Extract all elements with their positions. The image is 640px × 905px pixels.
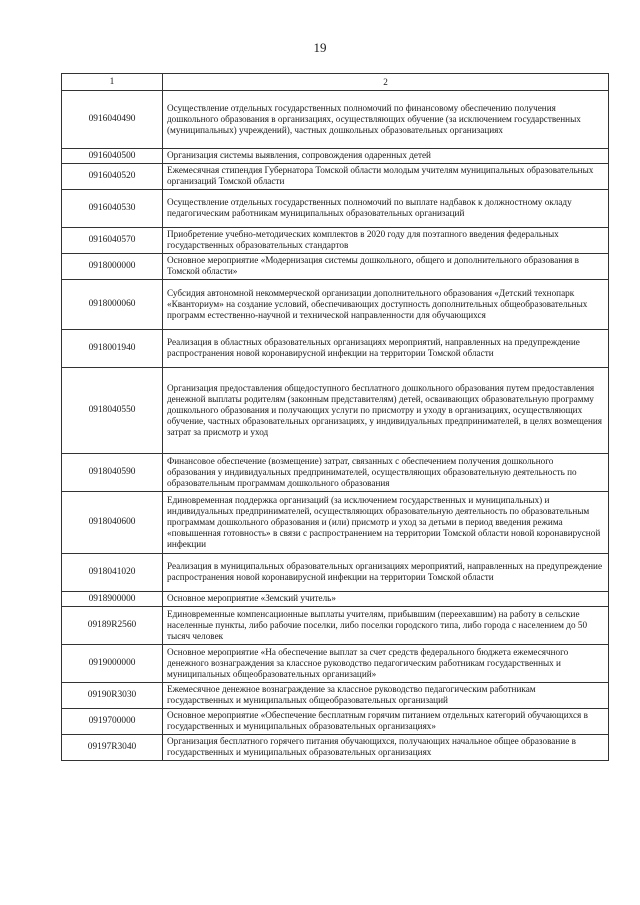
table-row <box>62 735 609 761</box>
row-code: 0918000060 <box>62 280 163 330</box>
page-number: 19 <box>313 40 327 55</box>
row-description: Единовременные компенсационные выплаты учителям, прибывшим (переехавшим) на работу в сельские населенные пункты, либо рабочие поселки, либо поселки городского типа, либо города с населением до 50 тысяч человек <box>163 607 609 645</box>
row-code: 0918040600 <box>62 492 163 554</box>
row-code: 0916040500 <box>62 149 163 164</box>
row-description: Приобретение учебно-методических комплектов в 2020 году для поэтапного введения федеральных государственных образовательных стандартов <box>163 228 609 254</box>
table-row <box>62 492 609 554</box>
table-row <box>62 554 609 592</box>
row-code: 0918001940 <box>62 330 163 368</box>
table-row <box>62 645 609 683</box>
row-description: Основное мероприятие «Обеспечение бесплатным горячим питанием отдельных категорий обучающихся в государственных и муниципальных образовательных организациях» <box>163 709 609 735</box>
table-row <box>62 454 609 492</box>
row-code: 0918041020 <box>62 554 163 592</box>
table-row <box>62 190 609 228</box>
row-description: Осуществление отдельных государственных полномочий по выплате надбавок к должностному окладу педагогическим работникам муниципальных образовательных организаций <box>163 190 609 228</box>
row-code: 0919000000 <box>62 645 163 683</box>
row-code: 09197R3040 <box>62 735 163 761</box>
row-code: 0916040490 <box>62 91 163 149</box>
column-header-description: 2 <box>163 74 609 91</box>
row-code: 0918000000 <box>62 254 163 280</box>
row-code: 0918040550 <box>62 368 163 454</box>
table-row <box>62 683 609 709</box>
row-code: 0918040590 <box>62 454 163 492</box>
table-row <box>62 607 609 645</box>
column-header-code: 1 <box>62 74 163 91</box>
row-code: 0916040520 <box>62 164 163 190</box>
table-row <box>62 254 609 280</box>
table-row <box>62 592 609 607</box>
row-code: 0916040530 <box>62 190 163 228</box>
row-description: Ежемесячное денежное вознаграждение за классное руководство педагогическим работникам государственных и муниципальных общеобразовательных организаций <box>163 683 609 709</box>
row-code: 0918900000 <box>62 592 163 607</box>
row-description: Основное мероприятие «Модернизация системы дошкольного, общего и дополнительного образования в Томской области» <box>163 254 609 280</box>
table-row <box>62 149 609 164</box>
row-description: Основное мероприятие «На обеспечение выплат за счет средств федерального бюджета ежемесячного денежного вознаграждения за классное руководство педагогическим работникам государственных и муниципальных общеобразовательных организаций» <box>163 645 609 683</box>
table-row <box>62 228 609 254</box>
table-row <box>62 368 609 454</box>
row-description: Основное мероприятие «Земский учитель» <box>163 592 609 607</box>
row-description: Организация бесплатного горячего питания обучающихся, получающих начальное общее образование в государственных и муниципальных образовательных организациях <box>163 735 609 761</box>
row-description: Реализация в областных образовательных организациях мероприятий, направленных на предупреждение распространения новой коронавирусной инфекции на территории Томской области <box>163 330 609 368</box>
row-code: 09190R3030 <box>62 683 163 709</box>
table-row <box>62 164 609 190</box>
row-description: Осуществление отдельных государственных полномочий по финансовому обеспечению получения дошкольного образования в организациях, осуществляющих обучение (за исключением государственных (муниципальных) учреждений), частных дошкольных образовательных организациях <box>163 91 609 149</box>
row-description: Финансовое обеспечение (возмещение) затрат, связанных с обеспечением получения дошкольного образования у индивидуальных предпринимателей, осуществляющих образовательную деятельность по образовательным программам дошкольного образования <box>163 454 609 492</box>
row-code: 09189R2560 <box>62 607 163 645</box>
table-row <box>62 91 609 149</box>
budget-classification-table <box>61 73 609 761</box>
row-code: 0916040570 <box>62 228 163 254</box>
row-description: Организация системы выявления, сопровождения одаренных детей <box>163 149 609 164</box>
row-description: Субсидия автономной некоммерческой организации дополнительного образования «Детский технопарк «Кванториум» на создание условий, обеспечивающих доступность дополнительных общеобразовательных программ естественно-научной и технической направленности для обучающихся <box>163 280 609 330</box>
table-row <box>62 330 609 368</box>
row-description: Ежемесячная стипендия Губернатора Томской области молодым учителям муниципальных образовательных организаций Томской области <box>163 164 609 190</box>
row-description: Организация предоставления общедоступного бесплатного дошкольного образования путем предоставления денежной выплаты родителям (законным представителям) детей, осваивающих образовательную программу дошкольного образования и получающих услуги по присмотру и уходу в организациях, осуществляющих обучение, частных образовательных организациях, у индивидуальных предпринимателей, в целях возмещения затрат за присмотр и уход <box>163 368 609 454</box>
table-row <box>62 709 609 735</box>
row-code: 0919700000 <box>62 709 163 735</box>
table-row <box>62 280 609 330</box>
row-description: Единовременная поддержка организаций (за исключением государственных и муниципальных) и индивидуальных предпринимателей, осуществляющих образовательную деятельность по образовательным программам дошкольного образования и (или) присмотр и уход за детьми в период введения режима «повышенная готовность» в связи с распространением на территории Томской области новой коронавирусной инфекции <box>163 492 609 554</box>
row-description: Реализация в муниципальных образовательных организациях мероприятий, направленных на предупреждение распространения новой коронавирусной инфекции на территории Томской области <box>163 554 609 592</box>
table-header-row <box>62 74 609 91</box>
